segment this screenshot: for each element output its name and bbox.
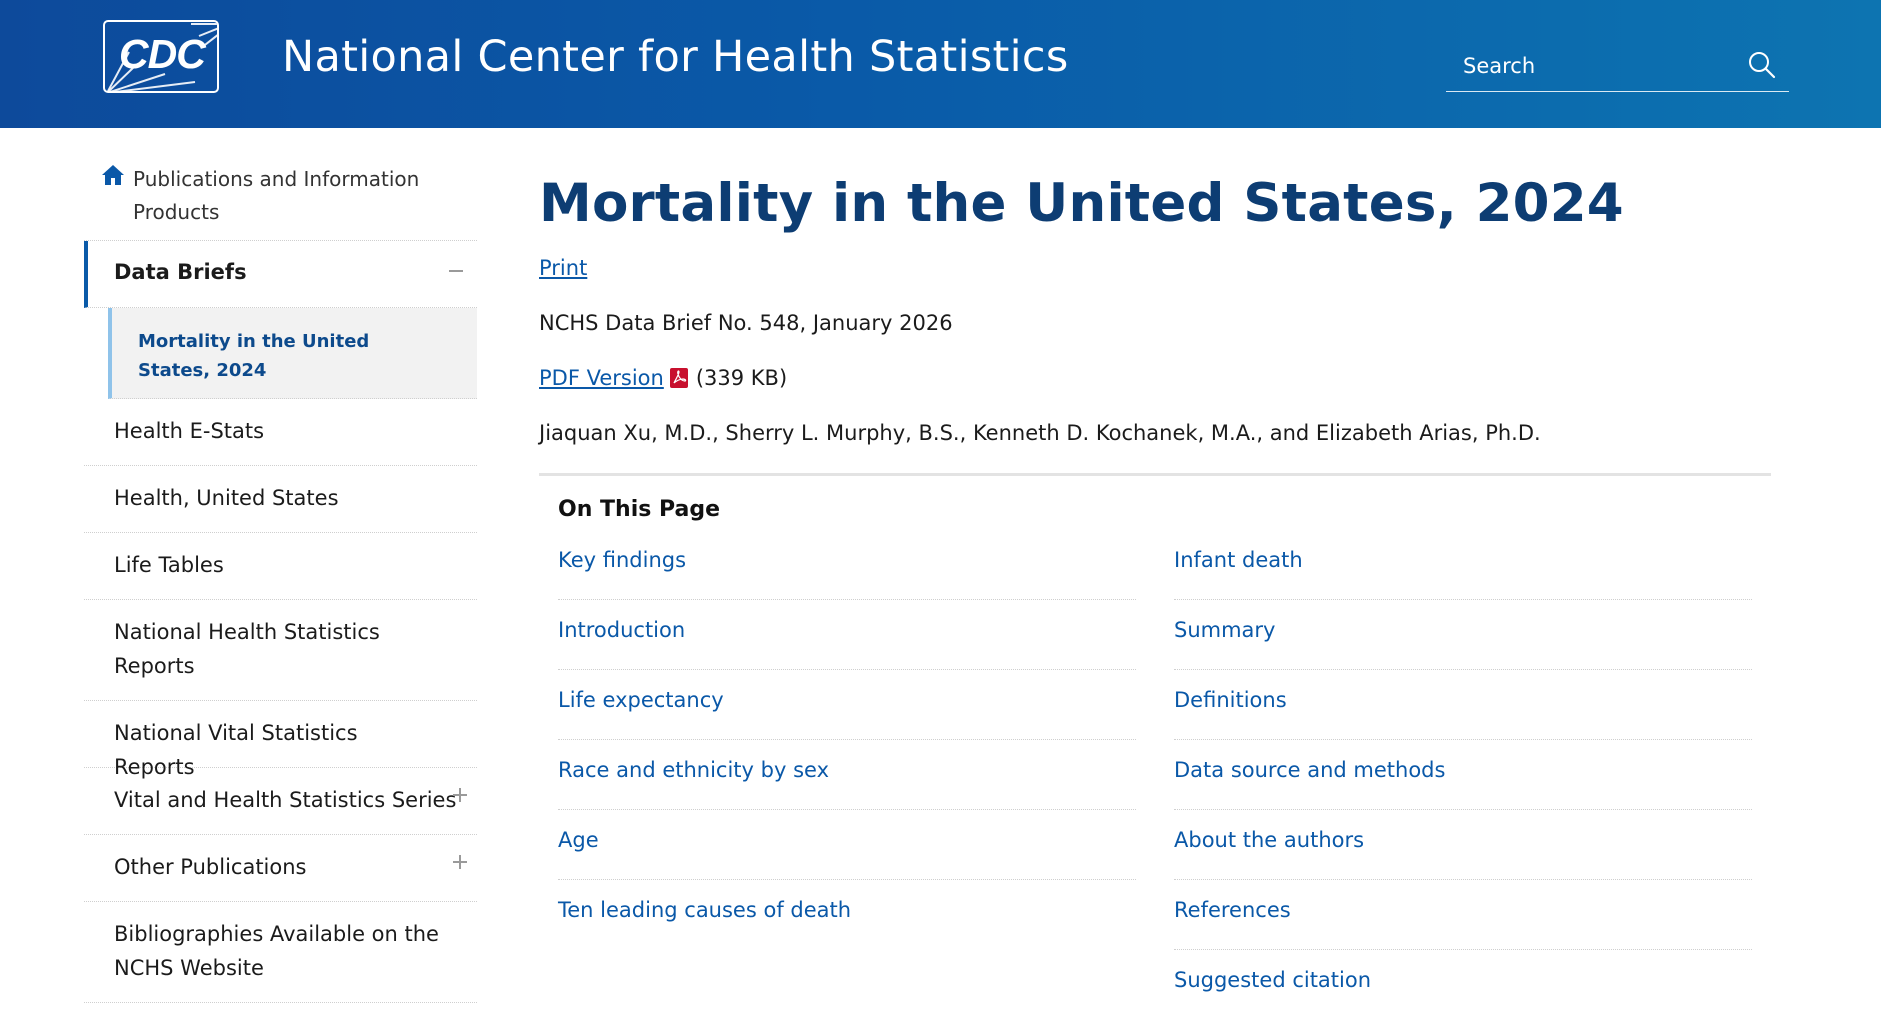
toc-link-key-findings[interactable]: Key findings — [558, 548, 687, 572]
search-field[interactable] — [1446, 46, 1789, 92]
sidebar-home-label[interactable]: Publications and Information Products — [133, 167, 420, 224]
toc-link-suggested-citation[interactable]: Suggested citation — [1174, 968, 1372, 992]
toc-link-references[interactable]: References — [1174, 898, 1291, 922]
sidebar-subitem-mortality[interactable] — [108, 308, 477, 399]
toc-link-life-expectancy[interactable]: Life expectancy — [558, 688, 724, 712]
list-item — [1174, 810, 1752, 880]
list-item — [558, 600, 1136, 670]
logo-text: CDC — [119, 31, 205, 77]
sidebar-item-nvsr[interactable] — [84, 701, 477, 779]
list-item — [558, 810, 1136, 880]
site-header — [0, 0, 1881, 128]
toc-link-leading-causes[interactable]: Ten leading causes of death — [558, 898, 852, 922]
list-item — [1174, 600, 1752, 670]
on-this-page-title: On This Page — [558, 497, 721, 522]
sidebar-item-bibliographies[interactable] — [84, 902, 477, 1003]
toc-link-summary[interactable]: Summary — [1174, 618, 1276, 642]
cdc-logo[interactable] — [103, 20, 219, 93]
authors: Jiaquan Xu, M.D., Sherry L. Murphy, B.S., Kenneth D. Kochanek, M.A., and Elizabeth Arias, Ph.D. — [539, 421, 1541, 445]
home-icon — [101, 164, 125, 186]
toc-link-introduction[interactable]: Introduction — [558, 618, 686, 642]
list-item — [558, 880, 1136, 950]
sidebar-nav — [84, 150, 477, 1003]
sidebar-item-life-tables[interactable] — [84, 533, 477, 600]
list-item — [1174, 530, 1752, 600]
pdf-size: (339 KB) — [695, 366, 788, 390]
toc-link-data-source[interactable]: Data source and methods — [1174, 758, 1446, 782]
sidebar-item-label[interactable]: Health E-Stats — [114, 419, 265, 443]
sidebar-item-other-publications[interactable] — [84, 835, 477, 902]
sidebar-item-health-united-states[interactable] — [84, 466, 477, 533]
sidebar-item-label[interactable]: National Health Statistics Reports — [114, 620, 380, 678]
on-this-page-right-column — [1174, 530, 1752, 1020]
list-item — [558, 740, 1136, 810]
section-divider — [539, 473, 1771, 476]
site-title[interactable]: National Center for Health Statistics — [282, 32, 1069, 82]
sidebar-subitem-label[interactable]: Mortality in the United States, 2024 — [138, 331, 370, 381]
on-this-page-left-column — [558, 530, 1136, 950]
sidebar-item-nhsr[interactable] — [84, 600, 477, 701]
toc-link-race-ethnicity[interactable]: Race and ethnicity by sex — [558, 758, 830, 782]
expand-icon[interactable] — [451, 853, 469, 871]
page-title: Mortality in the United States, 2024 — [539, 173, 1624, 234]
search-placeholder[interactable]: Search — [1463, 54, 1536, 78]
pdf-icon — [670, 368, 688, 388]
expand-icon[interactable] — [451, 786, 469, 804]
pdf-version-link[interactable]: PDF Version — [539, 366, 664, 390]
toc-link-definitions[interactable]: Definitions — [1174, 688, 1287, 712]
sidebar-item-label[interactable]: Data Briefs — [114, 260, 247, 284]
sidebar-item-data-briefs[interactable] — [84, 241, 477, 308]
sidebar-item-label[interactable]: National Vital Statistics Reports — [114, 721, 358, 779]
print-link[interactable]: Print — [539, 256, 588, 280]
toc-link-about-authors[interactable]: About the authors — [1174, 828, 1365, 852]
list-item — [1174, 880, 1752, 950]
list-item — [1174, 670, 1752, 740]
toc-link-infant-death[interactable]: Infant death — [1174, 548, 1303, 572]
sidebar-item-label[interactable]: Life Tables — [114, 553, 224, 577]
search-icon[interactable] — [1747, 50, 1777, 80]
pdf-line — [539, 366, 787, 390]
sidebar-item-label[interactable]: Vital and Health Statistics Series — [114, 788, 457, 812]
sidebar-home-item[interactable] — [84, 150, 477, 241]
brief-info: NCHS Data Brief No. 548, January 2026 — [539, 311, 953, 335]
list-item — [1174, 950, 1752, 1020]
sidebar-item-health-e-stats[interactable] — [84, 399, 477, 466]
list-item — [1174, 740, 1752, 810]
sidebar-item-label[interactable]: Bibliographies Available on the NCHS Website — [114, 922, 439, 980]
list-item — [558, 670, 1136, 740]
sidebar-item-label[interactable]: Other Publications — [114, 855, 307, 879]
collapse-icon[interactable] — [447, 262, 465, 280]
list-item — [558, 530, 1136, 600]
toc-link-age[interactable]: Age — [558, 828, 599, 852]
sidebar-item-label[interactable]: Health, United States — [114, 486, 339, 510]
sidebar-item-vital-health-series[interactable] — [84, 768, 477, 835]
